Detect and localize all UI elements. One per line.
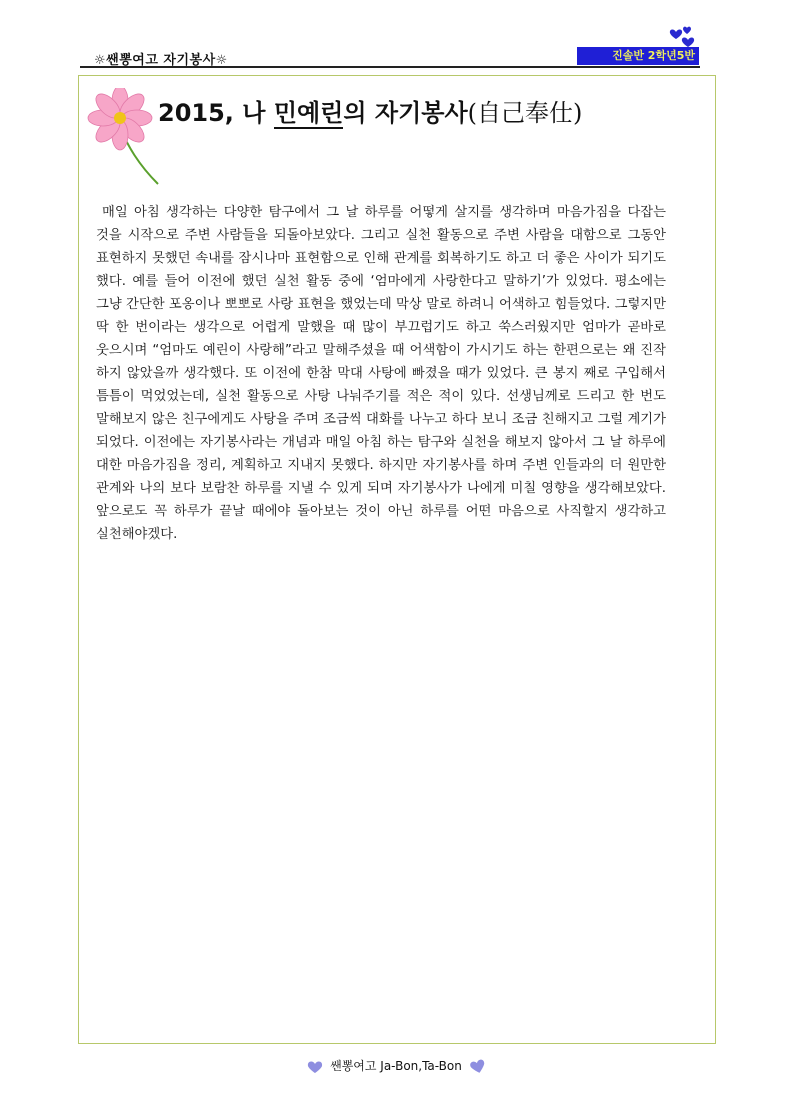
cosmos-flower-icon [86,88,162,186]
page-title [158,93,582,128]
heart-icon [470,1059,486,1075]
footer-text: 쌘뽕여고 Ja-Bon,Ta-Bon [330,1059,462,1073]
essay-paragraph: 매일 아침 생각하는 다양한 탐구에서 그 날 하루를 어떻게 살지를 생각하며 마음가짐을 다잡는 것을 시작으로 주변 사람들을 되돌아보았다. 그리고 실천 활동으로 주변 사람을 대함으로 그동안 표현하지 못했던 속내를 잠시나마 표현함으로 인해 관계를 회복하기도 하고 더 좋은 사이가 되기도 했다. 예를 들어 이전에 했던 실천 활동 중에 ‘엄마에게 사랑한다고 말하기’가 있었다. 평소에는 그냥 간단한 포옹이나 뽀뽀로 사랑 표현을 했었는데 막상 말로 하려니 어색하고 힘들었다. 그렇지만 딱 한 번이라는 생각으로 어렵게 말했을 때 많이 부끄럽기도 하고 쑥스러웠지만 엄마가 곧바로 웃으시며 “엄마도 예린이 사랑해”라고 말해주셨을 때 어색함이 가시기도 하는 한편으로는 왜 진작 하지 않았을까 생각했다. 또 이전에 한참 막대 사탕에 빠졌을 때가 있었다. 큰 봉지 째로 구입해서 틈틈이 먹었었는데, 실천 활동으로 사탕 나눠주기를 적은 적이 있다. 선생님께로 드리고 한 번도 말해보지 않은 친구에게도 사탕을 주며 조금씩 대화를 나누고 하다 보니 조금 친해지고 그럴 계기가 되었다. 이전에는 자기봉사라는 개념과 매일 아침 하는 탐구와 실천을 해보지 않아서 그 날 하루에 대한 마음가짐을 정리, 계획하고 지내지 못했다. 하지만 자기봉사를 하며 주변 인들과의 더 원만한 관계와 나의 보다 보람찬 하루를 지낼 수 있게 되며 자기봉사가 나에게 미칠 영향을 생각해보았다. 앞으로도 꼭 하루가 끝날 때에야 돌아보는 것이 아닌 하루를 어떤 마음으로 사직할지 생각하고 실천해야겠다. [96,205,666,542]
title-suffix: 의 자기봉사 [343,99,468,127]
footer [0,1057,792,1075]
title-name: 민예린 [273,99,344,127]
heart-icon [306,1060,324,1074]
header-title: ☼쌘뽕여고 자기봉사☼ [94,53,228,68]
class-badge: 진솔반 2학년5반 [577,47,699,65]
title-prefix: 2015, 나 [158,99,274,127]
title-hanja: (自己奉仕) [467,99,583,127]
header-divider [80,66,700,68]
